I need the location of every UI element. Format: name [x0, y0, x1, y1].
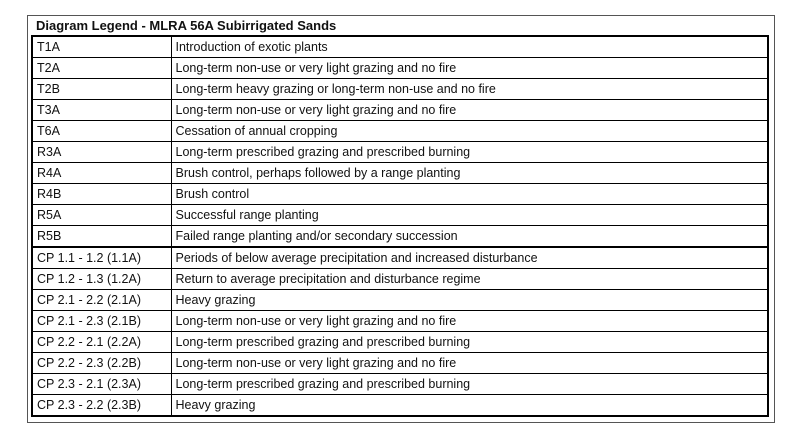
legend-description: Long-term prescribed grazing and prescribed burning — [171, 332, 768, 353]
legend-description: Successful range planting — [171, 205, 768, 226]
legend-row — [32, 226, 768, 248]
legend-code: CP 2.2 - 2.3 (2.2B) — [32, 353, 171, 374]
legend-row — [32, 36, 768, 58]
legend-row — [32, 184, 768, 205]
legend-description: Long-term prescribed grazing and prescribed burning — [171, 374, 768, 395]
legend-description: Heavy grazing — [171, 395, 768, 417]
legend-code: R4A — [32, 163, 171, 184]
legend-code: T2B — [32, 79, 171, 100]
legend-code: R3A — [32, 142, 171, 163]
legend-description: Long-term heavy grazing or long-term non-use and no fire — [171, 79, 768, 100]
legend-description: Heavy grazing — [171, 290, 768, 311]
legend-code: T1A — [32, 36, 171, 58]
legend-row — [32, 247, 768, 269]
legend-code: CP 2.1 - 2.3 (2.1B) — [32, 311, 171, 332]
legend-row — [32, 100, 768, 121]
legend-row — [32, 58, 768, 79]
legend-row — [32, 290, 768, 311]
legend-code: CP 1.2 - 1.3 (1.2A) — [32, 269, 171, 290]
legend-description: Introduction of exotic plants — [171, 36, 768, 58]
legend-description: Return to average precipitation and disturbance regime — [171, 269, 768, 290]
legend-description: Brush control, perhaps followed by a range planting — [171, 163, 768, 184]
legend-description: Long-term non-use or very light grazing and no fire — [171, 311, 768, 332]
legend-description: Periods of below average precipitation and increased disturbance — [171, 247, 768, 269]
legend-row — [32, 142, 768, 163]
legend-code: R5B — [32, 226, 171, 248]
legend-row — [32, 163, 768, 184]
legend-row — [32, 269, 768, 290]
legend-description: Long-term prescribed grazing and prescribed burning — [171, 142, 768, 163]
legend-code: CP 1.1 - 1.2 (1.1A) — [32, 247, 171, 269]
legend-row — [32, 311, 768, 332]
legend-row — [32, 121, 768, 142]
legend-code: CP 2.1 - 2.2 (2.1A) — [32, 290, 171, 311]
legend-row — [32, 205, 768, 226]
legend-description: Failed range planting and/or secondary succession — [171, 226, 768, 248]
legend-title: Diagram Legend - MLRA 56A Subirrigated Sands — [36, 18, 337, 33]
legend-description: Cessation of annual cropping — [171, 121, 768, 142]
legend-row — [32, 395, 768, 417]
legend-description: Brush control — [171, 184, 768, 205]
legend-row — [32, 353, 768, 374]
legend-table — [31, 35, 769, 417]
legend-code: R4B — [32, 184, 171, 205]
legend-description: Long-term non-use or very light grazing and no fire — [171, 100, 768, 121]
legend-code: T3A — [32, 100, 171, 121]
legend-description: Long-term non-use or very light grazing and no fire — [171, 58, 768, 79]
legend-code: CP 2.2 - 2.1 (2.2A) — [32, 332, 171, 353]
legend-row — [32, 374, 768, 395]
legend-code: CP 2.3 - 2.2 (2.3B) — [32, 395, 171, 417]
legend-code: CP 2.3 - 2.1 (2.3A) — [32, 374, 171, 395]
legend-code: T2A — [32, 58, 171, 79]
legend-description: Long-term non-use or very light grazing and no fire — [171, 353, 768, 374]
legend-row — [32, 332, 768, 353]
legend-code: T6A — [32, 121, 171, 142]
legend-row — [32, 79, 768, 100]
legend-code: R5A — [32, 205, 171, 226]
